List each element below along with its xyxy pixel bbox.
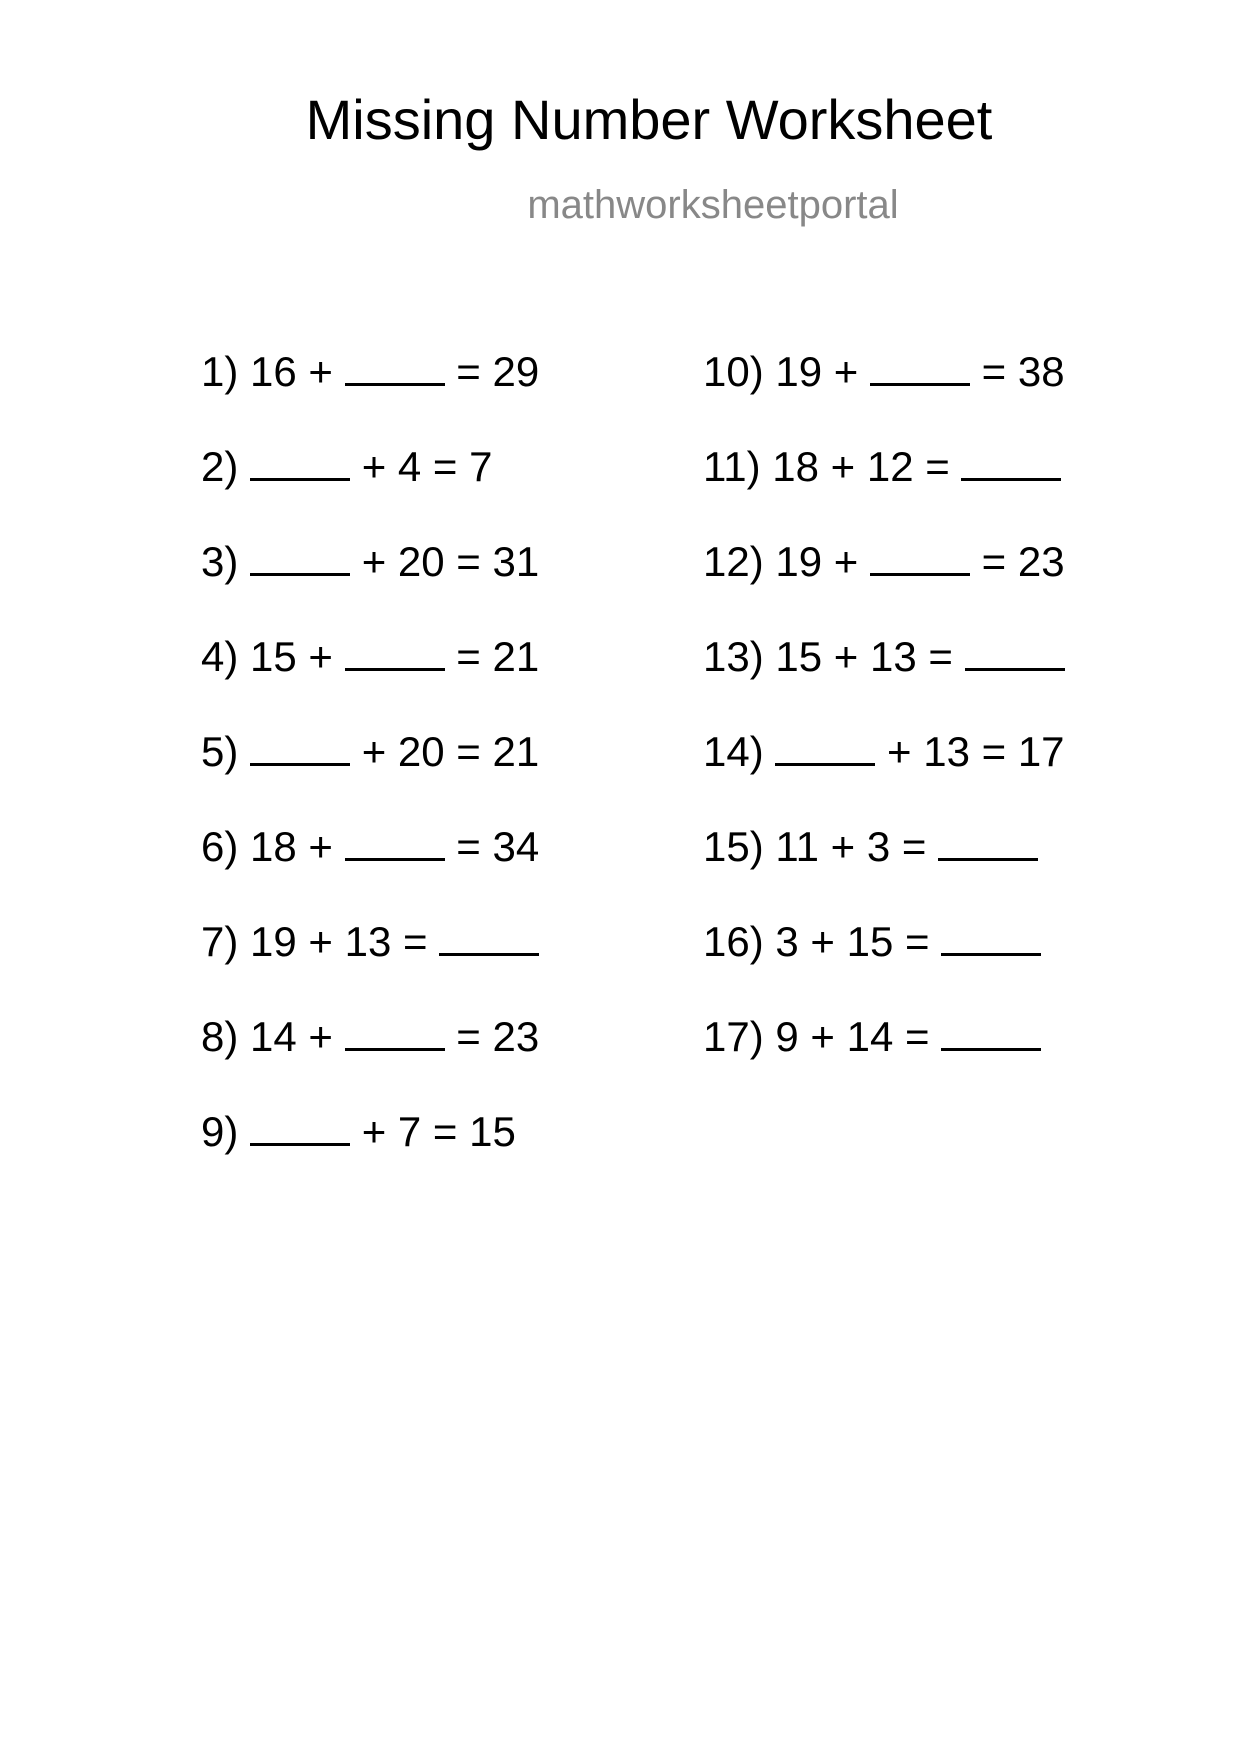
problem-item bbox=[201, 824, 539, 919]
equation-text: 11 + 3 = bbox=[775, 823, 927, 870]
answer-blank[interactable] bbox=[439, 919, 539, 956]
equation-text: = 21 bbox=[456, 633, 540, 680]
problem-number: 6) bbox=[201, 823, 251, 870]
problem-item bbox=[703, 824, 1065, 919]
equation-text: = 34 bbox=[456, 823, 540, 870]
answer-blank[interactable] bbox=[870, 349, 970, 386]
answer-blank[interactable] bbox=[961, 444, 1061, 481]
equation-text: 18 + 12 = bbox=[772, 443, 950, 490]
equation-text: + 20 = 31 bbox=[361, 538, 540, 585]
problem-item bbox=[201, 919, 539, 1014]
problem-number: 14) bbox=[703, 728, 776, 775]
equation-text: = 23 bbox=[456, 1013, 540, 1060]
equation-text: = 23 bbox=[981, 538, 1065, 585]
answer-blank[interactable] bbox=[250, 539, 350, 576]
answer-blank[interactable] bbox=[870, 539, 970, 576]
equation-text: 19 + bbox=[775, 538, 859, 585]
problem-number: 2) bbox=[201, 443, 251, 490]
answer-blank[interactable] bbox=[345, 634, 445, 671]
equation-text: = 29 bbox=[456, 348, 540, 395]
equation-text: + 13 = 17 bbox=[887, 728, 1065, 775]
answer-blank[interactable] bbox=[941, 1014, 1041, 1051]
equation-text: 18 + bbox=[250, 823, 333, 870]
answer-blank[interactable] bbox=[938, 824, 1038, 861]
answer-blank[interactable] bbox=[250, 729, 350, 766]
problem-number: 10) bbox=[703, 348, 776, 395]
equation-text: 15 + bbox=[250, 633, 333, 680]
equation-text: + 7 = 15 bbox=[361, 1108, 516, 1155]
problems-right-column bbox=[703, 349, 1065, 1109]
problem-number: 12) bbox=[703, 538, 776, 585]
answer-blank[interactable] bbox=[965, 634, 1065, 671]
problem-item bbox=[703, 349, 1065, 444]
equation-text: + 4 = 7 bbox=[361, 443, 493, 490]
answer-blank[interactable] bbox=[250, 444, 350, 481]
answer-blank[interactable] bbox=[345, 349, 445, 386]
equation-text: + 20 = 21 bbox=[361, 728, 540, 775]
problem-number: 11) bbox=[703, 443, 773, 490]
answer-blank[interactable] bbox=[345, 1014, 445, 1051]
problem-item bbox=[703, 919, 1065, 1014]
problem-item bbox=[703, 444, 1065, 539]
equation-text: 14 + bbox=[250, 1013, 333, 1060]
equation-text: = 38 bbox=[981, 348, 1065, 395]
problem-item bbox=[201, 539, 539, 634]
answer-blank[interactable] bbox=[250, 1109, 350, 1146]
worksheet-title: Missing Number Worksheet bbox=[305, 88, 993, 151]
problem-item bbox=[703, 634, 1065, 729]
problem-item bbox=[201, 634, 539, 729]
problem-number: 16) bbox=[703, 918, 776, 965]
problem-number: 15) bbox=[703, 823, 776, 870]
equation-text: 16 + bbox=[250, 348, 333, 395]
equation-text: 9 + 14 = bbox=[775, 1013, 930, 1060]
answer-blank[interactable] bbox=[941, 919, 1041, 956]
answer-blank[interactable] bbox=[775, 729, 875, 766]
problem-number: 17) bbox=[703, 1013, 776, 1060]
worksheet-subtitle: mathworksheetportal bbox=[527, 183, 899, 227]
problem-item bbox=[703, 1014, 1065, 1109]
problem-number: 5) bbox=[201, 728, 251, 775]
problem-item bbox=[703, 729, 1065, 824]
problem-item bbox=[201, 349, 539, 444]
problem-item bbox=[201, 1109, 539, 1204]
problem-number: 8) bbox=[201, 1013, 251, 1060]
problem-number: 7) bbox=[201, 918, 251, 965]
equation-text: 19 + bbox=[775, 348, 859, 395]
problem-item bbox=[703, 539, 1065, 634]
problem-item bbox=[201, 1014, 539, 1109]
equation-text: 15 + 13 = bbox=[775, 633, 953, 680]
equation-text: 3 + 15 = bbox=[775, 918, 930, 965]
problem-number: 4) bbox=[201, 633, 251, 680]
equation-text: 19 + 13 = bbox=[250, 918, 428, 965]
problem-number: 1) bbox=[201, 348, 251, 395]
problems-left-column bbox=[201, 349, 539, 1204]
problem-number: 9) bbox=[201, 1108, 251, 1155]
answer-blank[interactable] bbox=[345, 824, 445, 861]
problem-number: 3) bbox=[201, 538, 251, 585]
problem-item bbox=[201, 444, 539, 539]
problem-item bbox=[201, 729, 539, 824]
problem-number: 13) bbox=[703, 633, 776, 680]
